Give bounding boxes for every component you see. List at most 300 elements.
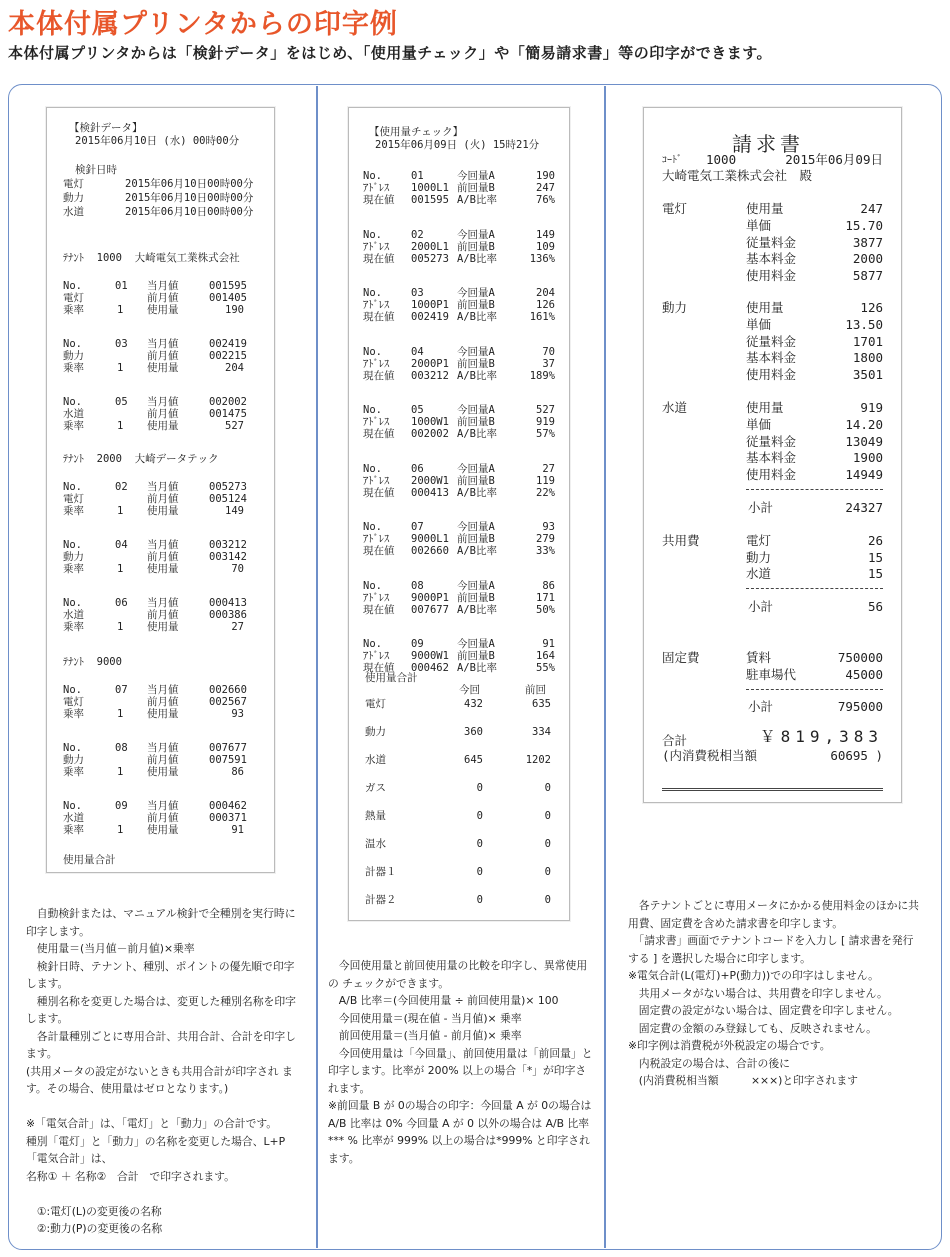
page-subtitle: 本体付属プリンタからは「検針データ」をはじめ、「使用量チェック」や「簡易請求書」等の印字ができます。 <box>8 44 773 62</box>
total-current: 645 <box>464 754 483 766</box>
usage-label: 使用量 <box>147 304 179 316</box>
meter-type: 水道 <box>63 812 84 824</box>
note-line: ①:電灯(L)の変更後の名称 <box>26 1204 162 1218</box>
separator-line <box>746 588 883 589</box>
usage-value: 204 <box>225 362 244 374</box>
ratio-label: 乗率 <box>63 621 84 633</box>
total-current: 0 <box>476 866 483 878</box>
usage-value: 86 <box>231 766 244 778</box>
usage-value: 527 <box>225 420 244 432</box>
fee-label: 使用量 <box>746 300 784 315</box>
note-line: 検針日時、テナント、種別、ポイントの優先順で印字します。 <box>26 959 295 990</box>
previous-label: 前月値 <box>147 408 179 420</box>
fee-value: 3501 <box>852 367 883 383</box>
ratio-label: A/B比率 <box>457 486 497 499</box>
previous-amount-label: 前回量B <box>457 474 495 487</box>
subtotal-value: 24327 <box>845 500 883 515</box>
note-line: 固定費の設定がない場合は、固定費を印字しません。 <box>628 1004 899 1017</box>
total-current: 360 <box>464 726 483 738</box>
current-amount: 27 <box>542 462 555 475</box>
tax-label: (内消費税相当額 <box>662 748 758 763</box>
meter-time-label: 検針日時 <box>75 164 117 176</box>
no-label: No. <box>63 800 82 812</box>
address-label: ｱﾄﾞﾚｽ <box>363 182 390 194</box>
previous-amount: 119 <box>536 474 555 487</box>
fee-label: 単価 <box>746 316 772 332</box>
point-no: 03 <box>115 338 128 350</box>
previous-value: 005124 <box>209 493 247 505</box>
fee-label: 従量料金 <box>746 234 797 250</box>
point-no: 02 <box>115 481 128 493</box>
address-label: ｱﾄﾞﾚｽ <box>363 650 390 662</box>
note-line: 種別「電灯」と「動力」の名称を変更した場合、L+P「電気合計」は、 <box>26 1134 286 1165</box>
fee-label: 使用量 <box>746 201 784 216</box>
previous-label: 前月値 <box>147 696 179 708</box>
no-label: No. <box>63 338 82 350</box>
ratio-value: 55% <box>536 662 555 674</box>
meter-type: 電灯 <box>63 493 84 505</box>
section-name: 動力 <box>662 300 688 315</box>
present-value: 005273 <box>411 252 449 265</box>
note-line <box>26 1185 298 1203</box>
current-value: 002419 <box>209 338 247 350</box>
note-line: 各計量種別ごとに専用合計、共用合計、合計を印字します。 <box>26 1029 296 1060</box>
no-label: No. <box>63 684 82 696</box>
total-label: 合計 <box>662 733 688 748</box>
current-amount-label: 今回量A <box>457 521 495 533</box>
subtotal-value: 56 <box>867 599 883 614</box>
note-line: (内消費税相当額 ×××)と印字されます <box>628 1074 858 1087</box>
point-no: 01 <box>115 280 128 292</box>
fee-label: 基本料金 <box>746 450 797 466</box>
note-line: 内税設定の場合は、合計の後に <box>628 1056 790 1070</box>
point-no: 06 <box>115 597 128 609</box>
present-value: 002002 <box>411 428 449 440</box>
no-label: No. <box>363 228 382 241</box>
ratio-value: 1 <box>117 362 124 374</box>
current-amount-label: 今回量A <box>457 228 495 241</box>
note-line: 今回使用量と前回使用量の比較を印字し、異常使用の チェックができます。 <box>328 959 588 990</box>
ratio-value: 1 <box>117 420 124 432</box>
ratio-value: 189% <box>529 369 555 382</box>
fee-value: 919 <box>860 400 883 415</box>
address-label: ｱﾄﾞﾚｽ <box>363 240 390 253</box>
previous-amount: 37 <box>542 357 555 370</box>
previous-amount: 919 <box>536 416 555 428</box>
current-amount-label: 今回量A <box>457 170 495 182</box>
no-label: No. <box>363 287 382 299</box>
point-no: 09 <box>411 638 424 650</box>
previous-amount-label: 前回量B <box>457 533 495 545</box>
note-line: 種別名称を変更した場合は、変更した種別名称を印字します。 <box>26 994 296 1025</box>
fee-value: 1900 <box>852 450 883 466</box>
fee-value: 15 <box>867 566 883 581</box>
no-label: No. <box>363 170 382 182</box>
meter-type: 水道 <box>63 206 84 218</box>
previous-label: 前月値 <box>147 754 179 766</box>
address-label: ｱﾄﾞﾚｽ <box>363 591 390 604</box>
address-label: ｱﾄﾞﾚｽ <box>363 474 390 487</box>
fee-value: 2000 <box>852 251 883 267</box>
previous-label: 前月値 <box>147 493 179 505</box>
address-label: ｱﾄﾞﾚｽ <box>363 357 390 370</box>
no-label: No. <box>63 539 82 551</box>
tenant-code: 1000 <box>706 152 737 167</box>
no-label: No. <box>363 638 382 650</box>
note-line: ※印字例は消費税が外税設定の場合です。 <box>628 1039 831 1052</box>
current-amount: 204 <box>536 287 555 299</box>
no-label: No. <box>63 396 82 408</box>
current-amount-label: 今回量A <box>457 638 495 650</box>
ratio-value: 1 <box>117 621 124 633</box>
meter-type: 水道 <box>63 609 84 621</box>
previous-amount: 247 <box>536 182 555 194</box>
ratio-label: 乗率 <box>63 824 84 836</box>
ratio-value: 1 <box>117 708 124 720</box>
separator-line <box>746 489 883 490</box>
present-label: 現在値 <box>363 311 395 323</box>
meter-time: 2015年06月10日00時00分 <box>125 192 254 204</box>
usage-value: 190 <box>225 304 244 316</box>
fee-value: 15.70 <box>845 217 883 233</box>
previous-value: 002215 <box>209 350 247 362</box>
note-line: 使用量＝(当月値－前月値)×乗率 <box>26 942 195 955</box>
receipt-header: 【検針データ】 <box>69 122 143 134</box>
present-label: 現在値 <box>363 369 395 382</box>
previous-amount: 279 <box>536 533 555 545</box>
previous-amount-label: 前回量B <box>457 416 495 428</box>
fee-label: 水道 <box>746 566 772 581</box>
fee-label: 単価 <box>746 217 772 233</box>
address: 2000L1 <box>411 240 449 253</box>
note-line: 自動検針または、マニュアル検針で全種別を実行時に印字します。 <box>26 907 296 938</box>
fee-label: 従量料金 <box>746 433 797 449</box>
usage-label: 使用量 <box>147 824 179 836</box>
fee-label: 使用量 <box>746 400 784 415</box>
receipt-meter-data <box>46 107 275 873</box>
address: 9000P1 <box>411 591 449 604</box>
ratio-label: A/B比率 <box>457 311 497 323</box>
current-amount: 149 <box>536 228 555 241</box>
present-value: 007677 <box>411 603 449 616</box>
point-no: 03 <box>411 287 424 299</box>
tax-value: 60695 ) <box>830 748 883 763</box>
previous-amount-label: 前回量B <box>457 182 495 194</box>
previous-amount: 171 <box>536 591 555 604</box>
ratio-label: 乗率 <box>63 708 84 720</box>
no-label: No. <box>363 462 382 475</box>
tenant-header: ﾃﾅﾝﾄ 9000 <box>63 656 122 668</box>
usage-label: 使用量 <box>147 362 179 374</box>
no-label: No. <box>363 404 382 416</box>
notes-meter-data <box>26 905 298 1238</box>
meter-type: 電灯 <box>63 178 84 190</box>
ratio-label: 乗率 <box>63 563 84 575</box>
fee-label: 使用料金 <box>746 467 797 483</box>
receipt-date: 2015年06月10日 (水) 00時00分 <box>75 135 240 147</box>
point-no: 04 <box>115 539 128 551</box>
total-type: 計器２ <box>365 894 397 906</box>
current-label: 当月値 <box>147 338 179 350</box>
current-label: 当月値 <box>147 742 179 754</box>
fee-value: 3877 <box>852 234 883 250</box>
current-value: 002660 <box>209 684 247 696</box>
fee-value: 26 <box>867 533 883 548</box>
ratio-label: 乗率 <box>63 766 84 778</box>
present-label: 現在値 <box>363 486 395 499</box>
fee-label: 基本料金 <box>746 350 797 366</box>
col-previous: 前回 <box>525 684 546 696</box>
page-title: 本体付属プリンタからの印字例 <box>8 9 398 40</box>
separator-line <box>746 689 883 690</box>
receipt-invoice <box>643 107 902 803</box>
previous-amount-label: 前回量B <box>457 591 495 604</box>
point-no: 04 <box>411 345 424 358</box>
previous-label: 前月値 <box>147 812 179 824</box>
no-label: No. <box>63 597 82 609</box>
previous-amount: 126 <box>536 299 555 311</box>
point-no: 06 <box>411 462 424 475</box>
fee-value: 13049 <box>845 433 883 449</box>
meter-time: 2015年06月10日00時00分 <box>125 178 254 190</box>
fee-label: 電灯 <box>746 533 772 548</box>
ratio-value: 33% <box>536 545 555 557</box>
ratio-label: A/B比率 <box>457 662 497 674</box>
fee-value: 5877 <box>852 268 883 284</box>
note-line: 前回使用量＝(当月値 - 前月値)× 乗率 <box>328 1029 522 1042</box>
meter-type: 動力 <box>63 551 84 563</box>
ratio-value: 1 <box>117 766 124 778</box>
previous-value: 000386 <box>209 609 247 621</box>
total-previous: 635 <box>532 698 551 710</box>
present-label: 現在値 <box>363 428 395 440</box>
total-type: ガス <box>365 782 386 794</box>
address: 1000P1 <box>411 299 449 311</box>
note-line: ※「電気合計」は、「電灯」と「動力」の合計です。 <box>26 1117 278 1130</box>
current-label: 当月値 <box>147 396 179 408</box>
note-line: 「請求書」画面でテナントコードを入力し [ 請求書を発行する ] を選択した場合に印字します。 <box>628 934 914 965</box>
usage-label: 使用量 <box>147 621 179 633</box>
present-value: 002660 <box>411 545 449 557</box>
point-no: 01 <box>411 170 424 182</box>
note-line: A/B 比率＝(今回使用量 ÷ 前回使用量)× 100 <box>328 994 559 1007</box>
meter-type: 動力 <box>63 754 84 766</box>
point-no: 05 <box>115 396 128 408</box>
previous-amount-label: 前回量B <box>457 240 495 253</box>
note-line: ※電気合計(L(電灯)+P(動力))での印字はしません。 <box>628 969 879 982</box>
present-label: 現在値 <box>363 194 395 206</box>
ratio-value: 161% <box>529 311 555 323</box>
customer-name: 大崎電気工業株式会社 殿 <box>662 168 813 183</box>
previous-label: 前月値 <box>147 350 179 362</box>
usage-total-title: 使用量合計 <box>365 672 418 684</box>
ratio-value: 1 <box>117 563 124 575</box>
usage-label: 使用量 <box>147 563 179 575</box>
current-label: 当月値 <box>147 684 179 696</box>
total-current: 0 <box>476 782 483 794</box>
fee-value: 126 <box>860 300 883 315</box>
previous-amount: 164 <box>536 650 555 662</box>
fee-label: 従量料金 <box>746 333 797 349</box>
ratio-value: 50% <box>536 603 555 616</box>
address: 2000P1 <box>411 357 449 370</box>
current-amount-label: 今回量A <box>457 462 495 475</box>
ratio-label: A/B比率 <box>457 603 497 616</box>
current-amount-label: 今回量A <box>457 579 495 592</box>
fee-label: 賃料 <box>746 650 772 665</box>
ratio-value: 76% <box>536 194 555 206</box>
fee-label: 単価 <box>746 416 772 432</box>
ratio-value: 57% <box>536 428 555 440</box>
subtotal-label: 小計 <box>748 500 774 515</box>
notes-invoice <box>628 897 920 1090</box>
current-label: 当月値 <box>147 800 179 812</box>
column-divider <box>604 86 606 1248</box>
note-line: 名称① ＋ 名称② 合計 で印字されます。 <box>26 1169 235 1183</box>
invoice-date: 2015年06月09日 <box>785 152 883 167</box>
no-label: No. <box>63 481 82 493</box>
usage-label: 使用量 <box>147 505 179 517</box>
present-value: 000413 <box>411 486 449 499</box>
current-label: 当月値 <box>147 539 179 551</box>
total-current: 0 <box>476 810 483 822</box>
total-current: 432 <box>464 698 483 710</box>
total-type: 電灯 <box>365 698 386 710</box>
ratio-label: 乗率 <box>63 304 84 316</box>
subtotal-label: 小計 <box>748 599 774 614</box>
receipt-header: 【使用量チェック】 <box>369 126 464 138</box>
section-name: 水道 <box>662 400 688 415</box>
notes-usage-check <box>328 957 594 1167</box>
current-amount: 190 <box>536 170 555 182</box>
usage-value: 91 <box>231 824 244 836</box>
fee-label: 動力 <box>746 549 772 565</box>
subtotal-value: 795000 <box>837 699 883 714</box>
meter-type: 動力 <box>63 192 84 204</box>
point-no: 08 <box>115 742 128 754</box>
ratio-value: 1 <box>117 304 124 316</box>
point-no: 02 <box>411 228 424 241</box>
usage-value: 70 <box>231 563 244 575</box>
fee-value: 13.50 <box>845 316 883 332</box>
previous-label: 前月値 <box>147 292 179 304</box>
current-amount: 70 <box>542 345 555 358</box>
point-no: 07 <box>115 684 128 696</box>
present-label: 現在値 <box>363 545 395 557</box>
fee-value: 1800 <box>852 350 883 366</box>
previous-value: 007591 <box>209 754 247 766</box>
meter-type: 電灯 <box>63 696 84 708</box>
current-value: 001595 <box>209 280 247 292</box>
address-label: ｱﾄﾞﾚｽ <box>363 416 390 428</box>
section-name: 固定費 <box>662 650 700 665</box>
fee-label: 駐車場代 <box>746 666 797 682</box>
meter-type: 電灯 <box>63 292 84 304</box>
column-divider <box>316 86 318 1248</box>
total-previous: 0 <box>544 866 551 878</box>
current-label: 当月値 <box>147 280 179 292</box>
section-name: 電灯 <box>662 201 688 216</box>
current-amount-label: 今回量A <box>457 404 495 416</box>
note-line: 共用メータがない場合は、共用費を印字しません。 <box>628 986 888 1000</box>
total-previous: 0 <box>544 894 551 906</box>
current-amount-label: 今回量A <box>457 287 495 299</box>
fee-label: 基本料金 <box>746 251 797 267</box>
code-label: ｺｰﾄﾞ <box>662 155 682 166</box>
total-previous: 0 <box>544 810 551 822</box>
present-value: 000462 <box>411 662 449 674</box>
ratio-label: A/B比率 <box>457 428 497 440</box>
current-value: 003212 <box>209 539 247 551</box>
note-line: ※前回量 B が 0の場合の印字：今回量 A が 0の場合は A/B 比率は 0% 今回量 A が 0 以外の場合は A/B 比率*** % 比率が 999% 以上の場合は*999% と印字され ます。 <box>328 1099 595 1165</box>
previous-amount-label: 前回量B <box>457 299 495 311</box>
present-value: 001595 <box>411 194 449 206</box>
no-label: No. <box>63 280 82 292</box>
subtotal-label: 小計 <box>748 699 774 714</box>
total-previous: 0 <box>544 838 551 850</box>
total-current: 0 <box>476 838 483 850</box>
previous-amount-label: 前回量B <box>457 650 495 662</box>
ratio-label: A/B比率 <box>457 252 497 265</box>
point-no: 05 <box>411 404 424 416</box>
fee-value: 14949 <box>845 467 883 483</box>
usage-label: 使用量 <box>147 766 179 778</box>
ratio-label: 乗率 <box>63 362 84 374</box>
note-line: 今回使用量＝(現在値 - 当月値)× 乗率 <box>328 1011 522 1025</box>
invoice-title: 請求書 <box>732 132 804 156</box>
ratio-value: 136% <box>529 252 555 265</box>
present-label: 現在値 <box>363 252 395 265</box>
previous-label: 前月値 <box>147 609 179 621</box>
current-label: 当月値 <box>147 597 179 609</box>
usage-label: 使用量 <box>147 708 179 720</box>
fee-value: 750000 <box>837 650 883 665</box>
address: 9000L1 <box>411 533 449 545</box>
usage-value: 93 <box>231 708 244 720</box>
note-line: 固定費の金額のみ登録しても、反映されません。 <box>628 1021 877 1035</box>
total-type: 温水 <box>365 838 386 850</box>
address: 2000W1 <box>411 474 449 487</box>
note-line: (共用メータの設定がないときも共用合計が印字され ます。その場合、使用量はゼロとなります。) <box>26 1064 293 1095</box>
point-no: 07 <box>411 521 424 533</box>
receipt-usage-check <box>348 107 570 921</box>
no-label: No. <box>363 521 382 533</box>
end-line <box>662 788 883 791</box>
previous-amount: 109 <box>536 240 555 253</box>
total-previous: 1202 <box>525 754 551 766</box>
usage-label: 使用量 <box>147 420 179 432</box>
present-label: 現在値 <box>363 603 395 616</box>
fee-value: 45000 <box>845 666 883 682</box>
total-current: 0 <box>476 894 483 906</box>
receipt-date: 2015年06月09日 (火) 15時21分 <box>375 139 540 151</box>
meter-type: 水道 <box>63 408 84 420</box>
current-amount: 93 <box>542 521 555 533</box>
col-current: 今回 <box>459 684 480 696</box>
no-label: No. <box>63 742 82 754</box>
ratio-value: 22% <box>536 486 555 499</box>
present-value: 003212 <box>411 369 449 382</box>
fee-value: 14.20 <box>845 416 883 432</box>
address: 1000L1 <box>411 182 449 194</box>
total-type: 熱量 <box>365 810 386 822</box>
no-label: No. <box>363 579 382 592</box>
usage-value: 149 <box>225 505 244 517</box>
current-label: 当月値 <box>147 481 179 493</box>
ratio-label: A/B比率 <box>457 545 497 557</box>
present-value: 002419 <box>411 311 449 323</box>
ratio-label: A/B比率 <box>457 194 497 206</box>
